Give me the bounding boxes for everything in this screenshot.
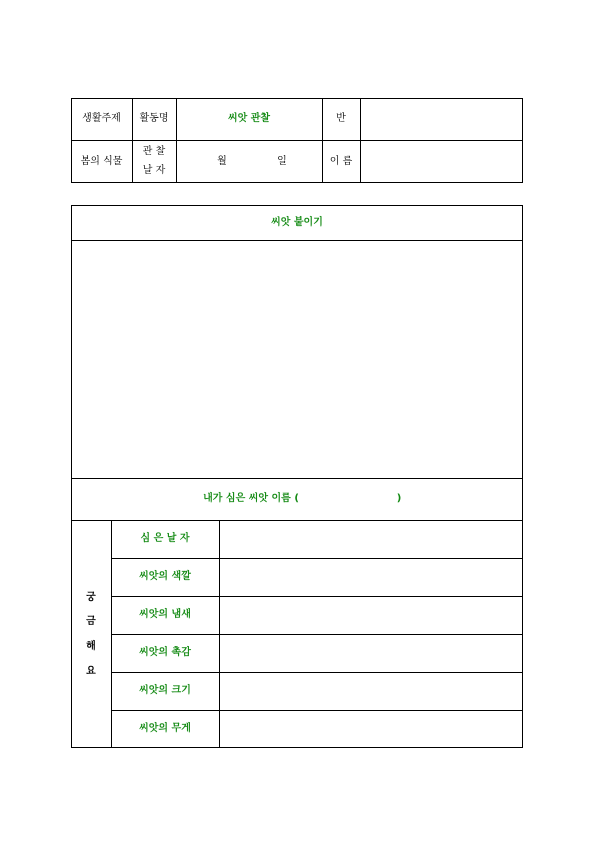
question-label: 씨앗의 촉감 xyxy=(139,647,191,658)
observation-date-label-line2: 날 자 xyxy=(142,165,166,176)
seed-name-prompt: 내가 심은 씨앗 이름 ( xyxy=(203,493,299,504)
question-label: 씨앗의 색깔 xyxy=(139,571,191,582)
answer-cell xyxy=(219,520,523,558)
answer-cell xyxy=(219,558,523,596)
worksheet-title: 씨앗 붙이기 xyxy=(271,216,323,228)
day-label: 일 xyxy=(277,155,287,167)
answer-cell xyxy=(219,672,523,710)
side-label-char: 해 xyxy=(86,641,96,652)
question-label: 심 은 날 자 xyxy=(140,533,190,544)
side-label-char: 금 xyxy=(86,616,96,627)
observation-date-label xyxy=(132,140,176,183)
activity-value: 씨앗 관찰 xyxy=(227,113,271,124)
seed-name-close-paren: ) xyxy=(396,493,402,504)
question-label: 씨앗의 크기 xyxy=(139,685,191,696)
answer-cell xyxy=(219,634,523,672)
name-value-cell xyxy=(360,140,523,183)
observation-date-label-line1: 관 찰 xyxy=(142,146,166,157)
question-label: 씨앗의 무게 xyxy=(139,723,191,734)
answer-cell xyxy=(219,596,523,634)
month-label: 월 xyxy=(217,155,227,167)
class-value-cell xyxy=(360,98,523,140)
side-label-char: 요 xyxy=(86,666,96,677)
side-label-char: 궁 xyxy=(86,592,96,603)
subject-value: 봄의 식물 xyxy=(80,155,123,167)
name-label: 이 름 xyxy=(329,155,353,167)
class-label: 반 xyxy=(336,113,346,124)
subject-label: 생활주제 xyxy=(82,113,121,124)
answer-cell xyxy=(219,710,523,748)
activity-label: 활동명 xyxy=(139,113,169,124)
seed-attach-area xyxy=(71,240,523,478)
question-label: 씨앗의 냄새 xyxy=(139,609,191,620)
